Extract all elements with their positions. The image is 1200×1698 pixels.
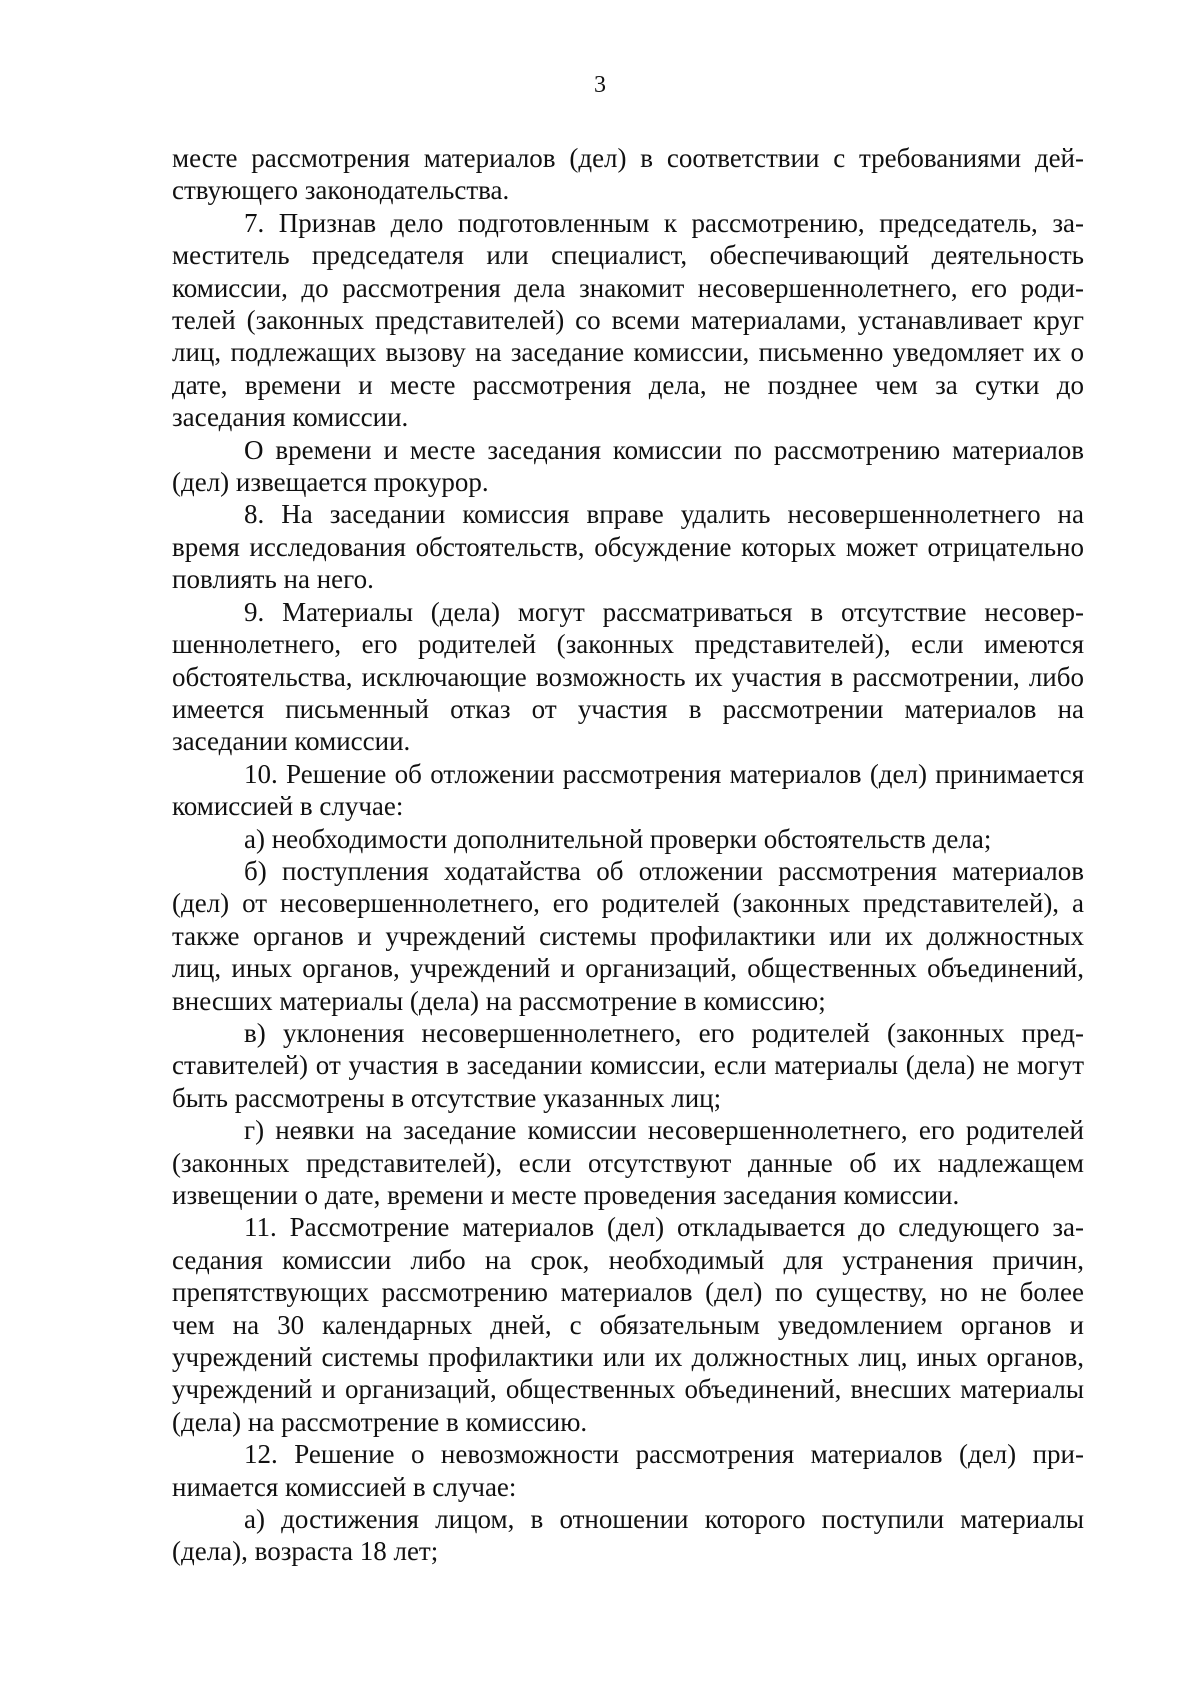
paragraph: 9. Материалы (дела) могут рассматриваться в отсутствие несовершеннолетнего, его родителей (законных представителей), если имеются обстоятельства, исключающие возможность их участия в рассмотрении, либо имеется письменный отказ от участия в рассмотрении материалов на заседании комиссии. bbox=[172, 596, 1084, 757]
paragraph: О времени и месте заседания комиссии по рассмотрению материалов (дел) извещается прокурор. bbox=[172, 434, 1084, 498]
paragraph: 12. Решение о невозможности рассмотрения материалов (дел) принимается комиссией в случае: bbox=[172, 1439, 1084, 1502]
list-item: а) достижения лицом, в отношении которого поступили материалы (дела), возраста 18 лет; bbox=[172, 1504, 1084, 1567]
list-item: а) необходимости дополнительной проверки обстоятельств дела; bbox=[244, 823, 992, 854]
list-item: г) неявки на заседание комиссии несовершеннолетнего, его родителей (законных представителей), если отсутствуют данные об их надлежащем извещении о дате, времени и месте проведения заседания комиссии. bbox=[172, 1115, 1084, 1210]
list-item: в) уклонения несовершеннолетнего, его родителей (законных представителей) от участия в заседании комиссии, если материалы (дела) не могут быть рассмотрены в отсутствие указанных лиц; bbox=[172, 1017, 1084, 1113]
paragraph: 7. Признав дело подготовленным к рассмотрению, председатель, заместитель председателя или специалист, обеспечивающий деятельность комиссии, до рассмотрения дела знакомит несовершеннолетнего, его родителей (законных представителей) со всеми материалами, устанавливает круг лиц, подлежащих вызову на заседание комиссии, письменно уведомляет их о дате, времени и месте рассмотрения дела, не позднее чем за сутки до заседания комиссии. bbox=[172, 207, 1084, 433]
paragraph: месте рассмотрения материалов (дел) в соответствии с требованиями действующего законодательства. bbox=[172, 143, 1084, 206]
list-item: б) поступления ходатайства об отложении рассмотрения материалов (дел) от несовершеннолетнего, его родителей (законных представителей), а также органов и учреждений системы профилактики или их должностных лиц, иных органов, учреждений и организаций, общественных объединений, внесших материалы (дела) на рассмотрение в комиссию; bbox=[172, 855, 1084, 1016]
document-body bbox=[172, 142, 1084, 1568]
paragraph: 11. Рассмотрение материалов (дел) откладывается до следующего заседания комиссии либо на срок, необходимый для устранения причин, препятствующих рассмотрению материалов (дел) по существу, но не более чем на 30 календарных дней, с обязательным уведомлением органов и учреждений системы профилактики или их должностных лиц, иных органов, учреждений и организаций, общественных объединений, внесших материалы (дела) на рассмотрение в комиссию. bbox=[172, 1212, 1084, 1437]
paragraph: 8. На заседании комиссия вправе удалить несовершеннолетнего на время исследования обстоятельств, обсуждение которых может отрицательно повлиять на него. bbox=[172, 499, 1084, 595]
page-number: 3 bbox=[594, 72, 606, 98]
paragraph: 10. Решение об отложении рассмотрения материалов (дел) принимается комиссией в случае: bbox=[172, 758, 1084, 822]
